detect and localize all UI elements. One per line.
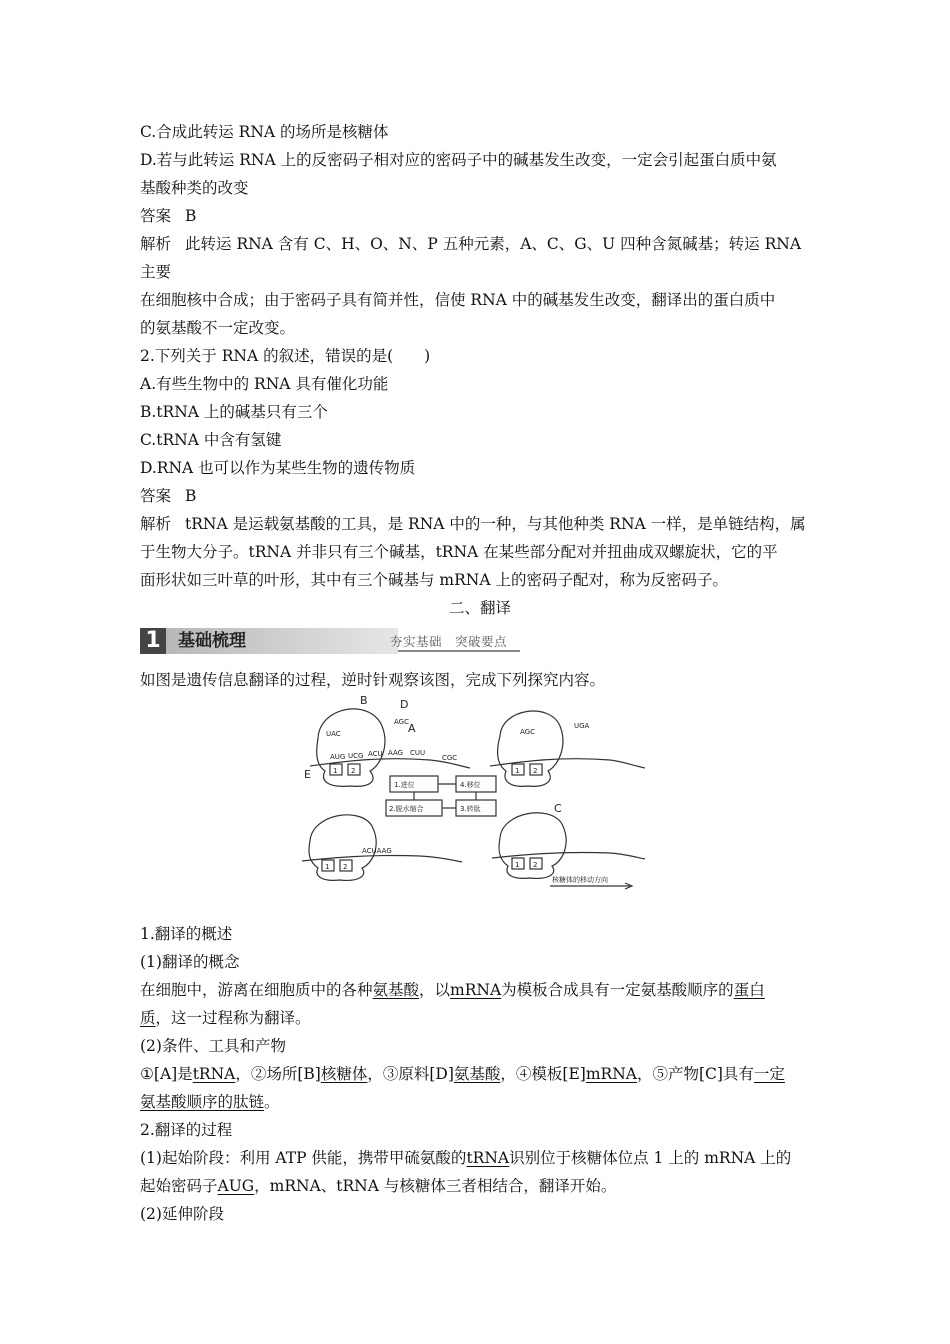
step-4-label: 4.移位 — [460, 781, 481, 789]
site-1-d: 1 — [515, 861, 520, 869]
site-2-d: 2 — [533, 861, 538, 869]
text: 在细胞中，游离在细胞质中的各种 — [140, 981, 373, 999]
blank-answer: mRNA — [585, 1065, 637, 1083]
label-a: A — [408, 722, 416, 735]
s1-conditions-line1 — [140, 1060, 820, 1088]
q2-option-d: D.RNA 也可以作为某些生物的遗传物质 — [140, 459, 416, 477]
text: 识别位于核糖体位点 1 上的 mRNA 上的 — [509, 1149, 792, 1167]
blank-answer: 氨基酸 — [372, 981, 420, 999]
blank-answer: 氨基酸顺序的肽链 — [140, 1093, 265, 1111]
blank-answer: 一定 — [753, 1065, 785, 1083]
text: ，②场所[B] — [235, 1065, 321, 1083]
codon-aag: AAG — [388, 749, 404, 757]
site-1-b: 1 — [515, 767, 520, 775]
site-1-c: 1 — [325, 863, 330, 871]
intro-text: 如图是遗传信息翻译的过程，逆时针观察该图，完成下列探究内容。 — [140, 671, 606, 689]
step-3-label: 3.转肽 — [460, 805, 481, 813]
banner-subtitle: 夯实基础 突破要点 — [390, 634, 508, 649]
text: ，这一过程称为翻译。 — [155, 1009, 311, 1027]
analysis-label: 解析 — [140, 515, 172, 533]
section-banner — [140, 626, 820, 656]
analysis-text: 此转运 RNA 含有 C、H、O、N、P 五种元素，A、C、G、U 四种含氮碱基；转运 RNA 主要 — [140, 235, 802, 281]
codon-cuu: CUU — [410, 749, 426, 757]
q1-analysis-line3: 的氨基酸不一定改变。 — [140, 319, 296, 337]
site-2: 2 — [351, 767, 356, 775]
codon-acuaag: ACUAAG — [362, 847, 392, 855]
banner-title: 基础梳理 — [166, 628, 398, 654]
q2-answer — [140, 482, 820, 510]
text: ，mRNA、tRNA 与核糖体三者相结合，翻译开始。 — [254, 1177, 617, 1195]
s2-title: 2.翻译的过程 — [140, 1121, 233, 1139]
codon-cgc: CGC — [442, 754, 458, 762]
blank-answer: AUG — [217, 1177, 255, 1195]
anticodon-uac: UAC — [326, 730, 341, 738]
q1-option-c: C.合成此转运 RNA 的场所是核糖体 — [140, 123, 389, 141]
site-2-c: 2 — [343, 863, 348, 871]
s2-sub1-line2 — [140, 1172, 820, 1200]
section-title: 二、翻译 — [448, 599, 511, 617]
q2-analysis-line1 — [140, 510, 820, 538]
site-1: 1 — [333, 767, 338, 775]
label-b: B — [360, 696, 368, 707]
banner-number: 1 — [140, 628, 166, 654]
answer-value: B — [185, 487, 197, 505]
blank-answer: tRNA — [192, 1065, 236, 1083]
answer-label: 答案 — [140, 207, 172, 225]
text: ，以 — [419, 981, 451, 999]
direction-label: 核糖体的移动方向 — [552, 876, 608, 884]
q1-analysis-line2: 在细胞核中合成；由于密码子具有简并性，信使 RNA 中的碱基发生改变，翻译出的蛋白质中 — [140, 291, 776, 309]
text: ①[A]是 — [140, 1065, 193, 1083]
s1-conditions-line2 — [140, 1088, 820, 1116]
s1-definition-line2 — [140, 1004, 820, 1032]
text: (1)起始阶段：利用 ATP 供能，携带甲硫氨酸的 — [140, 1149, 467, 1167]
label-e: E — [304, 768, 311, 781]
s2-sub1-line1 — [140, 1144, 820, 1172]
text: ，③原料[D] — [367, 1065, 454, 1083]
label-d: D — [400, 698, 409, 711]
anticodon-agc-2: AGC — [520, 728, 535, 736]
text: ，④模板[E] — [500, 1065, 586, 1083]
translation-diagram — [140, 696, 820, 896]
codon-aug: AUG — [330, 753, 346, 761]
blank-answer: 质 — [140, 1009, 156, 1027]
q2-stem: 2.下列关于 RNA 的叙述，错误的是( ) — [140, 347, 431, 365]
mrna-2 — [490, 759, 645, 768]
q1-analysis-line1 — [140, 230, 820, 286]
site-2-b: 2 — [533, 767, 538, 775]
page-content — [140, 118, 820, 1228]
blank-answer: mRNA — [450, 981, 502, 999]
label-c: C — [554, 802, 562, 815]
step-1-label: 1.进位 — [394, 781, 415, 789]
q2-option-c: C.tRNA 中含有氢键 — [140, 431, 282, 449]
answer-value: B — [185, 207, 197, 225]
s1-sub1: (1)翻译的概念 — [140, 953, 240, 971]
blank-answer: 蛋白 — [733, 981, 765, 999]
q2-analysis-line2: 于生物大分子。tRNA 并非只有三个碱基，tRNA 在某些部分配对并扭曲成双螺旋状，它的平 — [140, 543, 778, 561]
anticodon-uga: UGA — [574, 722, 590, 730]
analysis-label: 解析 — [140, 235, 172, 253]
s1-sub2: (2)条件、工具和产物 — [140, 1037, 286, 1055]
blank-answer: 核糖体 — [320, 1065, 368, 1083]
answer-label: 答案 — [140, 487, 172, 505]
text: 。 — [264, 1093, 280, 1111]
anticodon-agc: AGC — [394, 718, 409, 726]
text: 为模板合成具有一定氨基酸顺序的 — [501, 981, 734, 999]
q1-option-d-line2: 基酸种类的改变 — [140, 179, 249, 197]
text: ，⑤产物[C]具有 — [636, 1065, 754, 1083]
q1-option-d-line1: D.若与此转运 RNA 上的反密码子相对应的密码子中的碱基发生改变，一定会引起蛋白质中氨 — [140, 151, 777, 169]
mrna-3 — [302, 855, 462, 862]
s1-definition-line1 — [140, 976, 820, 1004]
q2-option-a: A.有些生物中的 RNA 具有催化功能 — [140, 375, 389, 393]
s1-title: 1.翻译的概述 — [140, 925, 233, 943]
codon-ucg: UCG — [348, 752, 364, 760]
blank-answer: 氨基酸 — [453, 1065, 501, 1083]
analysis-text: tRNA 是运载氨基酸的工具，是 RNA 中的一种，与其他种类 RNA 一样，是单链结构，属 — [185, 515, 806, 533]
s2-sub2: (2)延伸阶段 — [140, 1205, 224, 1223]
codon-acu: ACU — [368, 750, 383, 758]
banner-rule — [398, 650, 520, 652]
text: 起始密码子 — [140, 1177, 218, 1195]
q2-option-b: B.tRNA 上的碱基只有三个 — [140, 403, 328, 421]
q2-analysis-line3: 面形状如三叶草的叶形，其中有三个碱基与 mRNA 上的密码子配对，称为反密码子。 — [140, 571, 728, 589]
blank-answer: tRNA — [466, 1149, 510, 1167]
q1-answer — [140, 202, 820, 230]
step-2-label: 2.脱水缩合 — [389, 805, 424, 813]
translation-diagram-svg — [300, 696, 650, 891]
